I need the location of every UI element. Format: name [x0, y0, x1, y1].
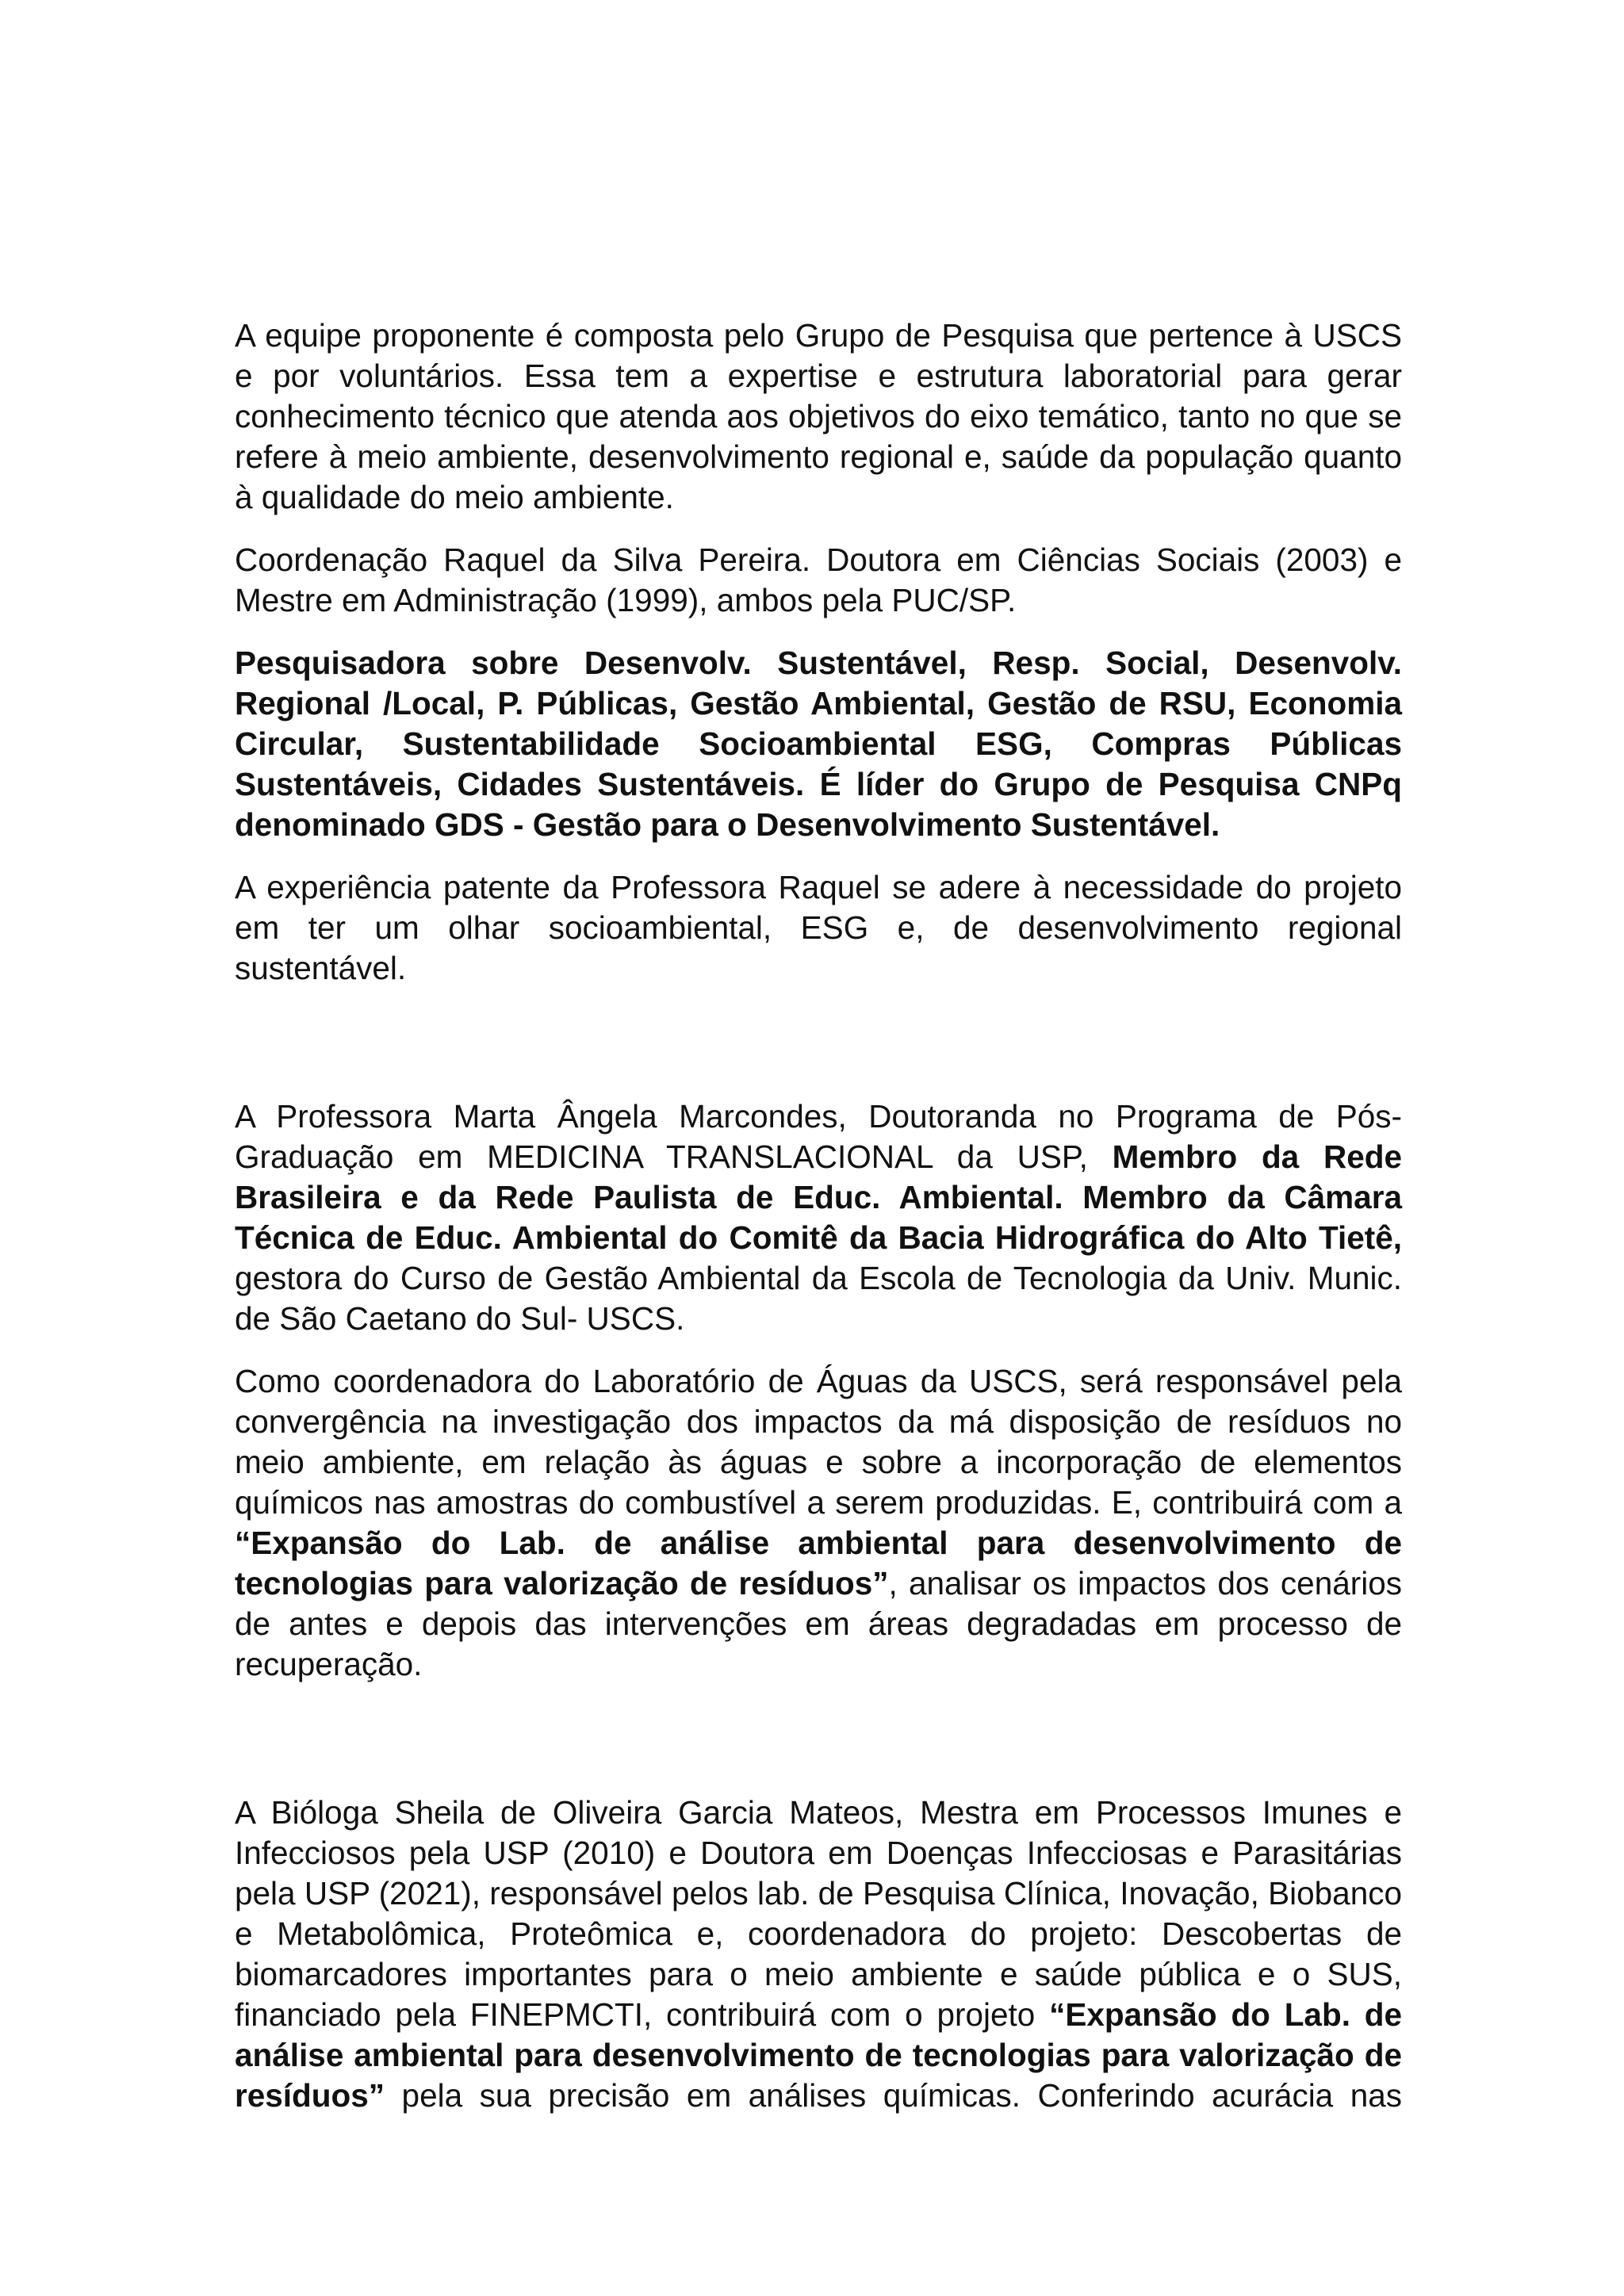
document-page — [235, 316, 1402, 2138]
text-span: , analisar os impactos dos cenários de antes e depois das intervenções em áreas degradadas em processo de recuperação. — [235, 1565, 1403, 1682]
text-span: gestora do Curso de Gestão Ambiental da Escola de Tecnologia da Univ. Munic. de São Caetano do Sul- USCS. — [235, 1260, 1402, 1337]
paragraph-raquel-experience — [235, 867, 1402, 989]
text-span: Como coordenadora do Laboratório de Águas da USCS, será responsável pela convergência na investigação dos impactos da má disposição de resíduos no meio ambiente, em relação às águas e sobre a incorporação de elementos químicos nas amostras do combustível a serem produzidas. E, contribuirá com a — [235, 1363, 1402, 1521]
text-span: A experiência patente da Professora Raquel se adere à necessidade do projeto em ter um olhar socioambiental, ESG e, de desenvolvimento regional sustentável. — [235, 869, 1402, 986]
paragraph-coordination — [235, 540, 1402, 621]
paragraph-team-intro — [235, 316, 1402, 518]
bold-span: “Expansão do Lab. de análise ambiental para desenvolvimento de tecnologias para valorização de resíduos” — [235, 1525, 1402, 1601]
paragraph-sheila-profile — [235, 1793, 1402, 2116]
text-span: A equipe proponente é composta pelo Grupo de Pesquisa que pertence à USCS e por voluntários. Essa tem a expertise e estrutura laboratorial para gerar conhecimento técnico que atenda aos objetivos do eixo temático, tanto no que se refere à meio ambiente, desenvolvimento regional e, saúde da população quanto à qualidade do meio ambiente. — [235, 317, 1402, 515]
text-span: pela sua precisão em análises químicas. Conferindo acurácia nas — [385, 2077, 1402, 2114]
bold-span: Pesquisadora sobre Desenvolv. Sustentável, Resp. Social, Desenvolv. Regional /Local, P. Públicas, Gestão Ambiental, Gestão de RSU, Economia Circular, Sustentabilidade Socioambiental ESG, Compras Públicas Sustentáveis, Cidades Sustentáveis. É líder do Grupo de Pesquisa CNPq denominado GDS - Gestão para o Desenvolvimento Sustentável. — [235, 645, 1402, 843]
text-span: A Professora Marta Ângela Marcondes, Doutoranda no Programa de Pós-Graduação em MEDICINA TRANSLACIONAL da USP, — [235, 1098, 1402, 1175]
bold-span: Membro da Rede Brasileira e da Rede Paulista de Educ. Ambiental. Membro da Câmara Técnica de Educ. Ambiental do Comitê da Bacia Hidrográfica do Alto Tietê, — [235, 1138, 1402, 1256]
text-span: Coordenação Raquel da Silva Pereira. Doutora em Ciências Sociais (2003) e Mestre em Administração (1999), ambos pela PUC/SP. — [235, 541, 1402, 618]
paragraph-marta-profile — [235, 1096, 1402, 1339]
paragraph-research-areas — [235, 643, 1402, 845]
bold-span: “Expansão do Lab. de análise ambiental para desenvolvimento de tecnologias para valorização de resíduos” — [235, 1996, 1402, 2114]
text-span: A Bióloga Sheila de Oliveira Garcia Mateos, Mestra em Processos Imunes e Infecciosos pela USP (2010) e Doutora em Doenças Infecciosas e Parasitárias pela USP (2021), responsável pelos lab. de Pesquisa Clínica, Inovação, Biobanco e Metabolômica, Proteômica e, coordenadora do projeto: Descobertas de biomarcadores importantes para o meio ambiente e saúde pública e o SUS, financiado pela FINEPMCTI, contribuirá com o projeto — [235, 1794, 1402, 2033]
paragraph-water-lab — [235, 1361, 1402, 1685]
